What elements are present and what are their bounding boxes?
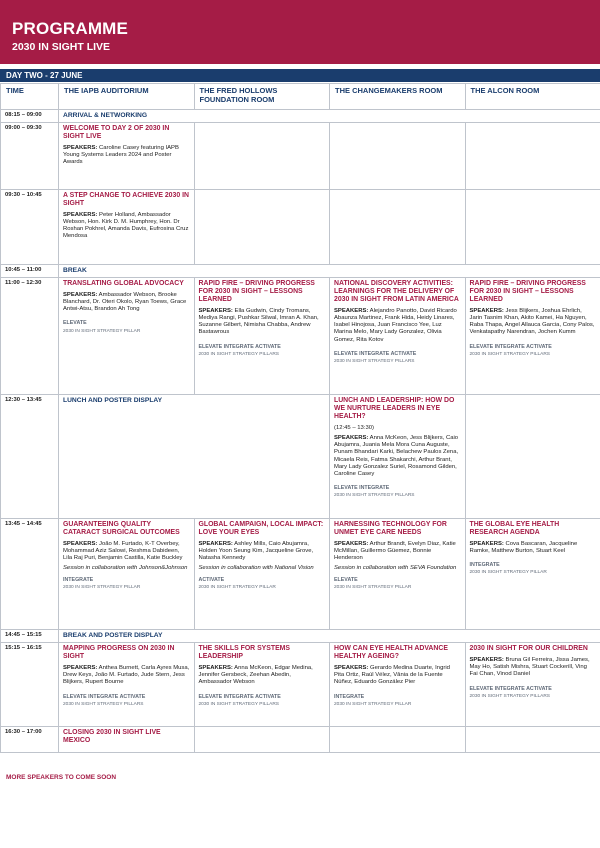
session-title: WELCOME TO DAY 2 OF 2030 IN SIGHT LIVE — [63, 125, 170, 141]
programme-header — [0, 0, 600, 64]
strategy-pillar: ELEVATE INTEGRATE 2030 IN SIGHT STRATEGY PILLARS — [334, 484, 415, 498]
session-title: HARNESSING TECHNOLOGY FOR UNMET EYE CARE NEEDS — [334, 521, 447, 537]
empty-cell — [194, 727, 330, 753]
table-row — [1, 278, 600, 395]
time-cell: 13:45 – 14:45 — [1, 519, 59, 630]
session-speakers: SPEAKERS: Ashley Mills, Caio Abujamra, Holden Yoon Seung Kim, Jacqueline Grove, Natasha Kennedy — [198, 541, 314, 562]
empty-cell — [465, 727, 600, 753]
time-cell: 15:15 – 16:15 — [1, 643, 59, 727]
empty-cell — [330, 190, 466, 265]
session-note: Session in collaboration with SEVA Foundation — [334, 565, 457, 572]
time-cell: 08:15 – 09:00 — [1, 110, 59, 123]
session-title: GLOBAL CAMPAIGN, LOCAL IMPACT: LOVE YOUR EYES — [198, 521, 324, 537]
session-title: CLOSING 2030 IN SIGHT LIVE MEXICO — [63, 729, 161, 745]
session-speakers: SPEAKERS: Alejandro Panotto, David Ricardo Abaunza Martinez, Frank Hida, Heidy Linares, Isabel Hinojosa, Juan Francisco Yee, Luz Marina Melo, Mary Lady Gonzalez, Olivia Gomez, Rita Kotov — [334, 308, 457, 343]
table-row — [1, 265, 600, 278]
session-label — [59, 110, 600, 123]
programme-title: PROGRAMME — [12, 19, 129, 38]
session-cell — [330, 395, 466, 519]
session-cell — [465, 643, 600, 727]
session-title: THE GLOBAL EYE HEALTH RESEARCH AGENDA — [469, 521, 560, 537]
column-header-fred-hollows-room: THE FRED HOLLOWS FOUNDATION ROOM — [194, 84, 330, 110]
table-row — [1, 643, 600, 727]
day-heading: DAY TWO - 27 JUNE — [0, 69, 600, 82]
empty-cell — [465, 190, 600, 265]
session-speakers: SPEAKERS: Arthur Brandt, Evelyn Diaz, Katie McMillan, Guillermo Güemez, Bonnie Henderson — [334, 541, 456, 562]
session-speakers: SPEAKERS: Peter Holland, Ambassador Webson, Hon. Kirk D. M. Humphrey, Hon. Dr Roshan Pokhrel, Amanda Davis, Eufrosina Cruz Mendosa — [63, 212, 189, 240]
session-title: 2030 IN SIGHT FOR OUR CHILDREN — [469, 645, 588, 653]
session-title: TRANSLATING GLOBAL ADVOCACY — [63, 280, 184, 288]
session-speakers: SPEAKERS: Gerardo Medina Duarte, Ingrid Pita Ortiz, Raúl Vélez, Vânia de la Fuente Núñez, Eduardo González Pier — [334, 665, 450, 686]
session-title: HOW CAN EYE HEALTH ADVANCE HEALTHY AGEING? — [334, 645, 448, 661]
table-row — [1, 395, 600, 519]
schedule-table — [0, 83, 600, 753]
session-cell — [59, 727, 195, 753]
session-cell — [194, 278, 330, 395]
session-speakers: SPEAKERS: Anna McKeon, Jess Blijkers, Caio Abujamra, Juania Mela Mora Cuna Auguste, Punam Bhandari Karki, Belachew Paulos Zena, Micaela Reis, Fatma Shakarchi, Arthur Brant, Mary Lady Gonzalez Suriel, Rosamond Gilden, Caroline Casey — [334, 435, 459, 477]
strategy-pillar: ELEVATE INTEGRATE ACTIVATE 2030 IN SIGHT STRATEGY PILLARS — [198, 343, 281, 357]
break-label: BREAK — [63, 267, 87, 275]
break-poster-label: BREAK AND POSTER DISPLAY — [63, 632, 163, 640]
empty-cell — [465, 123, 600, 190]
session-note: Session in collaboration with National Vision — [198, 565, 314, 572]
programme-subtitle: 2030 IN SIGHT LIVE — [12, 41, 111, 53]
session-cell — [330, 643, 466, 727]
table-row — [1, 110, 600, 123]
session-cell — [194, 643, 330, 727]
session-cell — [330, 278, 466, 395]
strategy-pillar: ELEVATE INTEGRATE ACTIVATE 2030 IN SIGHT STRATEGY PILLARS — [63, 693, 146, 707]
empty-cell — [194, 123, 330, 190]
column-header-iapb-auditorium: THE IAPB AUDITORIUM — [59, 84, 195, 110]
session-subtime: (12:45 – 13:30) — [334, 425, 374, 432]
lunch-cell — [59, 395, 330, 519]
session-speakers: SPEAKERS: Jess Blijkers, Joshua Ehrlich, Jarin Tasnim Khan, Akito Kamei, Ha Nguyen, Raba Thapa, Angel Allauca Garcia, Cony Palos, Venkatapathy Narendran, Jochen Kumm — [469, 308, 595, 336]
strategy-pillar: ELEVATE 2030 IN SIGHT STRATEGY PILLAR — [63, 320, 141, 334]
column-header-changemakers-room: THE CHANGEMAKERS ROOM — [330, 84, 466, 110]
column-header-alcon-room: THE ALCON ROOM — [465, 84, 600, 110]
time-cell: 14:45 – 15:15 — [1, 630, 59, 643]
strategy-pillar: ELEVATE INTEGRATE ACTIVATE 2030 IN SIGHT STRATEGY PILLARS — [334, 350, 417, 364]
strategy-pillar: ELEVATE INTEGRATE ACTIVATE 2030 IN SIGHT STRATEGY PILLARS — [469, 685, 552, 699]
table-row — [1, 630, 600, 643]
session-speakers: SPEAKERS: Ella Gudwin, Cindy Tromans, Mediya Rangi, Pushkar Silwal, Imran A. Khan, Suzanne Gilbert, Nimisha Chabba, Andrew Bastawrous — [198, 308, 319, 336]
session-title: RAPID FIRE – DRIVING PROGRESS FOR 2030 IN SIGHT – LESSONS LEARNED — [469, 280, 586, 304]
session-cell — [59, 519, 195, 630]
empty-cell — [330, 123, 466, 190]
arrival-label: ARRIVAL & NETWORKING — [63, 112, 148, 119]
session-speakers: SPEAKERS: Bruna Gil Ferreira, Jissa James, May Ho, Satish Mishra, Stuart Cockerill, Ving Fai Chan, Vinod Daniel — [469, 657, 590, 678]
session-title: MAPPING PROGRESS ON 2030 IN SIGHT — [63, 645, 175, 661]
column-header-time: TIME — [1, 84, 59, 110]
session-title: A STEP CHANGE TO ACHIEVE 2030 IN SIGHT — [63, 192, 189, 208]
session-speakers: SPEAKERS: João M. Furtado, K-T Overbey, Mohammad Aziz Salowi, Reshma Dabideen, Lila Raj Puri, Benjamin Castilla, Katie Buckley — [63, 541, 183, 562]
session-label — [59, 630, 600, 643]
empty-cell — [330, 727, 466, 753]
strategy-pillar: ELEVATE INTEGRATE ACTIVATE 2030 IN SIGHT STRATEGY PILLARS — [198, 693, 281, 707]
time-cell: 12:30 – 13:45 — [1, 395, 59, 519]
session-title: THE SKILLS FOR SYSTEMS LEADERSHIP — [198, 645, 290, 661]
strategy-pillar: INTEGRATE 2030 IN SIGHT STRATEGY PILLAR — [334, 693, 412, 707]
strategy-pillar: ACTIVATE 2030 IN SIGHT STRATEGY PILLAR — [198, 576, 276, 590]
table-row — [1, 727, 600, 753]
session-title: NATIONAL DISCOVERY ACTIVITIES: LEARNINGS FOR THE DELIVERY OF 2030 IN SIGHT FROM LATIN AMERICA — [334, 280, 459, 304]
time-cell: 16:30 – 17:00 — [1, 727, 59, 753]
time-cell: 10:45 – 11:00 — [1, 265, 59, 278]
session-note: Session in collaboration with Johnson&Johnson — [63, 565, 188, 572]
session-title: LUNCH AND LEADERSHIP: HOW DO WE NURTURE LEADERS IN EYE HEALTH? — [334, 397, 455, 421]
time-cell: 11:00 – 12:30 — [1, 278, 59, 395]
table-header-row — [1, 84, 600, 110]
session-cell — [59, 278, 195, 395]
session-speakers: SPEAKERS: Anthea Burnett, Carla Ayres Musa, Drew Keys, João M. Furtado, Jude Stern, Jess Blijkers, Rupert Bourne — [63, 665, 190, 686]
session-cell — [59, 123, 195, 190]
session-speakers: SPEAKERS: Ambassador Webson, Brooke Blanchard, Dr. Oteri Okolo, Ryan Toews, Grace Antwi-Atsu, Brandon Ah Tong — [63, 292, 187, 313]
session-cell — [465, 278, 600, 395]
lunch-label: LUNCH AND POSTER DISPLAY — [63, 397, 163, 405]
session-speakers: SPEAKERS: Anna McKeon, Edgar Medina, Jennifer Gersbeck, Zeehan Abedin, Ambassador Webson — [198, 665, 313, 686]
table-row — [1, 519, 600, 630]
table-row — [1, 190, 600, 265]
empty-cell — [465, 395, 600, 519]
session-cell — [194, 519, 330, 630]
session-title: RAPID FIRE – DRIVING PROGRESS FOR 2030 IN SIGHT – LESSONS LEARNED — [198, 280, 315, 304]
session-label — [59, 265, 600, 278]
session-title: GUARANTEEING QUALITY CATARACT SURGICAL OUTCOMES — [63, 521, 180, 537]
session-speakers: SPEAKERS: Caroline Casey featuring IAPB Young Systems Leaders 2024 and Poster Awards — [63, 145, 179, 166]
time-cell: 09:30 – 10:45 — [1, 190, 59, 265]
session-cell — [59, 190, 195, 265]
empty-cell — [194, 190, 330, 265]
more-speakers-note: MORE SPEAKERS TO COME SOON — [6, 774, 117, 781]
strategy-pillar: ELEVATE 2030 IN SIGHT STRATEGY PILLAR — [334, 576, 412, 590]
strategy-pillar: ELEVATE INTEGRATE ACTIVATE 2030 IN SIGHT STRATEGY PILLARS — [469, 343, 552, 357]
strategy-pillar: INTEGRATE 2030 IN SIGHT STRATEGY PILLAR — [63, 576, 141, 590]
session-cell — [59, 643, 195, 727]
session-cell — [465, 519, 600, 630]
time-cell: 09:00 – 09:30 — [1, 123, 59, 190]
strategy-pillar: INTEGRATE 2030 IN SIGHT STRATEGY PILLAR — [469, 562, 547, 576]
session-speakers: SPEAKERS: Cova Bascaran, Jacqueline Ramke, Matthew Burton, Stuart Keel — [469, 541, 578, 555]
session-cell — [330, 519, 466, 630]
table-row — [1, 123, 600, 190]
